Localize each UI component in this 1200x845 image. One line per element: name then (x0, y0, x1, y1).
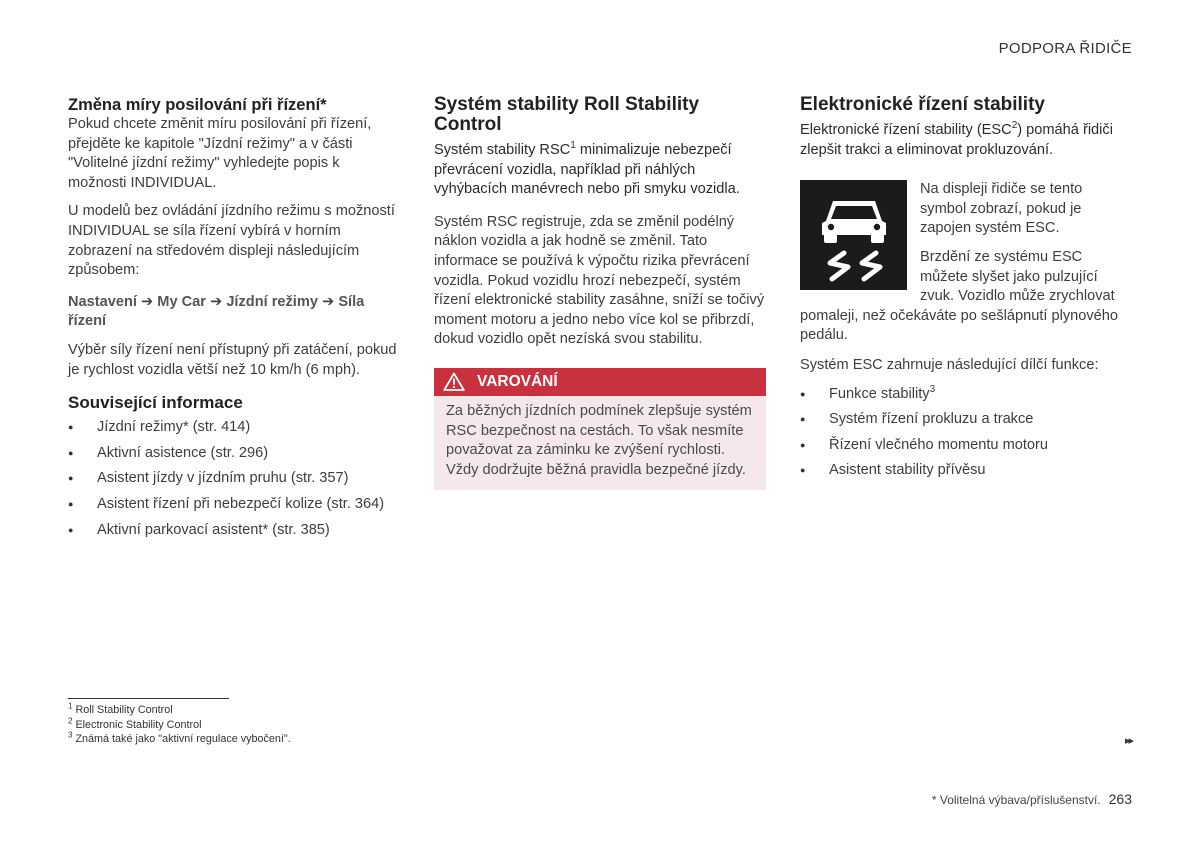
related-link-lane-assist[interactable]: ● Asistent jízdy v jízdním pruhu (str. 357) (68, 466, 400, 492)
arrow-right-icon: ➔ (205, 293, 227, 310)
column-rsc (434, 95, 766, 490)
related-info-title: Související informace (68, 393, 243, 413)
arrow-right-icon: ➔ (136, 293, 158, 310)
footnote-divider (68, 698, 229, 699)
footnote-number: 3 (68, 730, 73, 740)
rsc-lead (434, 141, 766, 200)
esc-symbol-block (800, 180, 1132, 346)
optional-equipment-note: * Volitelná výbava/příslušenství. (931, 793, 1101, 807)
esc-skid-car-icon (800, 180, 907, 290)
related-info-list (68, 415, 400, 543)
esc-function-item (800, 458, 1132, 484)
footnote-ref-1: 1 (570, 140, 576, 152)
warning-text: Za běžných jízdních podmínek zlepšuje systém RSC bezpečnost na cestách. To však nesmíte považovat za záminku ke zvýšení rychlosti. Vždy dodržujte běžná pravidla bezpečné jízdy. (446, 402, 752, 478)
esc-functions-intro: Systém ESC zahrnuje následující dílčí funkce: (800, 356, 1099, 373)
related-link-driving-modes[interactable]: ● Jízdní režimy* (str. 414) (68, 415, 400, 441)
esc-lead (800, 121, 1132, 160)
steering-assist-p3: Výběr síly řízení není přístupný při zatáčení, pokud je rychlost vozidla větší než 10 km/h (6 mph). (68, 341, 397, 378)
footnote-number: 2 (68, 715, 73, 725)
column-steering-assist (68, 95, 400, 543)
esc-braking-text: Brzdění ze systému ESC můžete slyšet jako pulzující zvuk. Vozidlo může zrychlovat pomaleji, než očekáváte po sešlápnutí plynového pedálu. (800, 248, 1119, 344)
footnote-3 (68, 732, 291, 747)
footnote-2 (68, 715, 291, 733)
esc-function-text: Asistent stability přívěsu (829, 462, 986, 479)
settings-path (68, 293, 400, 332)
related-link-park-assist[interactable]: ● Aktivní parkovací asistent* (str. 385) (68, 518, 400, 544)
esc-functions-list (800, 382, 1132, 484)
steering-assist-p1: Pokud chcete změnit míru posilování při řízení, přejděte ke kapitole "Jízdní režimy" a v části "Volitelné jízdní režimy" vyhledejte popis k možnosti INDIVIDUAL. (68, 116, 372, 191)
warning-box (434, 368, 766, 490)
esc-lead-a: Elektronické řízení stability (ESC (800, 122, 1012, 138)
warning-header (434, 368, 766, 396)
steering-assist-title: Změna míry posilování při řízení* (68, 96, 327, 114)
footnote-ref-3: 3 (929, 383, 936, 395)
footnote-text: Electronic Stability Control (72, 718, 202, 731)
related-link-collision-steer[interactable]: ● Asistent řízení při nebezpečí kolize (str. 364) (68, 492, 400, 518)
rsc-lead-a: Systém stability RSC (434, 142, 571, 158)
esc-function-item (800, 433, 1132, 459)
esc-function-text: Řízení vlečného momentu motoru (829, 436, 1049, 453)
esc-function-item (800, 407, 1132, 433)
footnote-number: 1 (68, 701, 73, 711)
esc-title: Elektronické řízení stability (800, 94, 1045, 115)
esc-lead-b: ) pomáhá řidiči zlepšit trakci a eliminovat prokluzování. (800, 122, 1113, 158)
footnote-text: Známá také jako "aktivní regulace vybočení". (72, 733, 291, 745)
rsc-title: Systém stability Roll Stability Control (434, 94, 700, 135)
warning-label: VAROVÁNÍ (477, 372, 558, 390)
path-step-1: Nastavení (68, 293, 137, 310)
footnote-text: Roll Stability Control (72, 704, 173, 716)
arrow-right-icon: ➔ (317, 293, 339, 310)
esc-function-text: Funkce stability (829, 385, 930, 402)
rsc-description: Systém RSC registruje, zda se změnil podélný náklon vozidla a jak hodně se změnil. Tato informace se používá k výpočtu rizika převrácení vozidla. Pokud vozidlu hrozí nebezpečí, systém řízení elektronické stability zasáhne, sníží se točivý moment motoru a jedno nebo více kol se přibrzdí, dokud vozidlo opět nezíská svou stabilitu. (434, 213, 765, 348)
page-number: 263 (1108, 791, 1132, 807)
footnotes (68, 703, 291, 747)
rsc-lead-b: minimalizuje nebezpečí převrácení vozidla, například při náhlých vyhýbacích manévrech nebo při smyku vozidla. (434, 142, 740, 198)
related-link-active-assist[interactable]: ● Aktivní asistence (str. 296) (68, 441, 400, 467)
esc-function-item (800, 382, 1132, 408)
column-esc (800, 95, 1132, 484)
section-header: PODPORA ŘIDIČE (998, 40, 1132, 57)
footnote-1 (68, 703, 291, 718)
next-page-icon[interactable]: ▸▸ (1124, 735, 1132, 747)
warning-triangle-icon (443, 372, 465, 391)
footnote-ref-2: 2 (1011, 120, 1018, 132)
steering-assist-p2: U modelů bez ovládání jízdního režimu s možností INDIVIDUAL se síla řízení vybírá v horním zobrazení na středovém displeji následujícím způsobem: (68, 203, 395, 279)
path-step-4: Síla řízení (68, 293, 365, 330)
page-footer (932, 791, 1132, 807)
esc-symbol-text: Na displeji řidiče se tento symbol zobrazí, pokud je zapojen systém ESC. (920, 181, 1083, 237)
path-step-3: Jízdní režimy (226, 293, 318, 310)
esc-function-text: Systém řízení prokluzu a trakce (829, 411, 1034, 428)
path-step-2: My Car (157, 293, 206, 310)
